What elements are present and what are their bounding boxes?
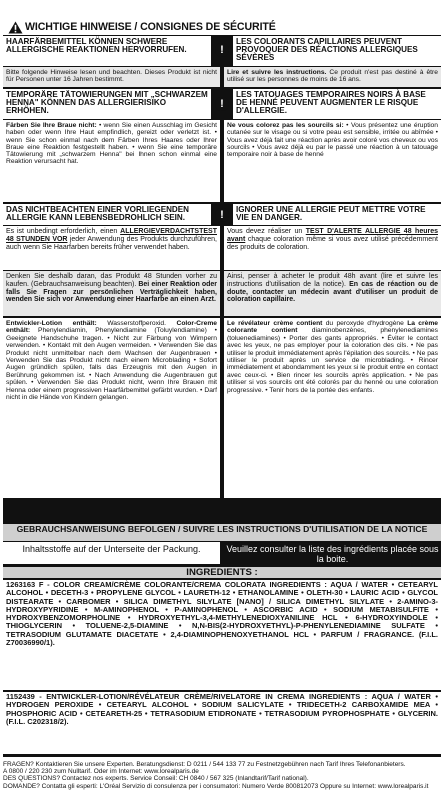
fr-heading-tattoo: LES TATOUAGES TEMPORAIRES NOIRS À BASE DE HENNÉ PEUVENT AUGMENTER LE RISQUE D'ALLERGIE.	[233, 89, 441, 119]
exclamation-icon: !	[215, 208, 229, 222]
footer-line-de: FRAGEN? Kontaktieren Sie unsere Experten. Beratungsdienst: D 0211 / 544 133 77 zu Festnetzgebühren nach Tarif Ihres Telefonanbieters.	[3, 761, 406, 768]
fr-allergy-test-text: Vous devez réaliser un TEST D'ALERTE ALLERGIE 48 heures avant chaque coloration même si vous avez utilisé précédemment des produits de coloration.	[224, 226, 441, 270]
de-ingredient-warnings: Entwickler-Lotion enthält: Wasserstoffperoxid. Color-Creme enthält: Phenylendiamin, Phenylendiamine (Toluylendiamine) • Geeignete Handschuhe tragen. • Nicht zur Färbung von Wimpern verwenden. • Kontakt mit den Augen vermeiden. • Verwenden Sie das Produkt nicht unmittelbar nach dem Wachsen der Augenbrauen • Verwenden Sie das Produkt nicht nach einem Microblading • Sofort Augen gründlich spülen, falls das Erzeugnis mit den Augen in Berührung gekommen ist. • Nach Anwendung die Augenbrauen gut spülen. • Verwenden Sie das Produkt nicht, wenn Ihre Brauen mit Henna oder einem progressiven Haarfärbemittel gefärbt wurden. • Darf nicht in die Hände von Kindern gelangen.	[3, 318, 220, 498]
contact-footer	[3, 761, 441, 790]
warnings-title-bar	[3, 20, 441, 35]
de-heading-ignore-allergy: DAS NICHTBEACHTEN EINER VORLIEGENDEN ALLERGIE KANN LEBENSBEDROHLICH SEIN.	[3, 204, 211, 225]
instructions-title: GEBRAUCHSANWEISUNG BEFOLGEN / SUIVRE LES INSTRUCTIONS D'UTILISATION DE LA NOTICE	[3, 524, 441, 541]
exclamation-icon: !	[215, 43, 229, 57]
de-brow-warnings: Färben Sie Ihre Braue nicht: • wenn Sie einen Ausschlag im Gesicht haben oder wenn Ihre Haut empfindlich, gereizt oder verletzt ist. • wenn Sie schon einmal nach dem Färben Ihres Haares oder Ihrer Braue eine Reaktion festgestellt haben. • wenn Sie eine temporäre Tätowierung mit „schwarzem Henna" bei Ihnen schon einmal eine Reaktion verursacht hat.	[3, 120, 220, 202]
footer-line-it: DOMANDE? Contatta gli esperti: L'Oréal Servizio di consulenza per i consumatori: Numero Verde 800812073 Oppure su Internet: www.lorealparis.it	[3, 782, 429, 790]
footer-line-ch: DES QUESTIONS? Contactez nos experts. Service Conseil: CH 0840 / 567 325 (Inlandtarif/Tarif national).	[3, 775, 309, 783]
fr-intro-text: Lire et suivre les instructions. Ce produit n'est pas destiné à être utilisé sur les personnes de moins de 16 ans.	[224, 67, 441, 87]
developer-lotion-ingredients: 1152439 - ENTWICKLER-LOTION/RÉVÉLATEUR CRÈME/RIVELATORE IN CREMA INGREDIENTS : AQUA / WATER • HYDROGEN PEROXIDE • CETEARYL ALCOHOL • SODIUM SALICYLATE • TRIDECETH-2 CARBOXAMIDE MEA • PHOSPHORIC ACID • CETEARETH-25 • TETRASODIUM ETIDRONATE • TETRASODIUM PYROPHOSPHATE • GLYCERIN. (F.I.L. C202318/2).	[3, 692, 441, 754]
fr-brow-warnings: Ne vous colorez pas les sourcils si: • Vous présentez une éruption cutanée sur le visage ou si votre peau est sensible, irritée ou abîmée • Vous avez déjà fait une réaction après avoir coloré vos cheveux ou vos sourcils • Vous avez déjà eu par le passé une réaction à un tatouage temporaire noir à base de henné	[224, 120, 441, 202]
fr-heading-allergy: LES COLORANTS CAPILLAIRES PEUVENT PROVOQUER DES RÉACTIONS ALLERGIQUES SÉVÈRES	[233, 36, 441, 66]
de-heading-tattoo: TEMPORÄRE TÄTOWIERUNGEN MIT „SCHWARZEM HENNA" KÖNNEN DAS ALLERGIERISIKO ERHÖHEN.	[3, 89, 211, 119]
warnings-title: WICHTIGE HINWEISE / CONSIGNES DE SÉCURITÉ	[25, 21, 276, 33]
footer-line-at: A 0800 / 220 230 zum Nulltarif. Oder im Internet: www.lorealparis.de	[3, 768, 199, 776]
ingredients-title: INGREDIENTS :	[3, 567, 441, 578]
fr-doctor-advice: Ainsi, penser à acheter le produit 48h avant (lire et suivre les instructions d'utilisation de la notice). En cas de réaction ou de doute, contacter un médecin avant d'utiliser un produit de coloration capillaire.	[224, 271, 441, 316]
de-ingredients-location: Inhaltsstoffe auf der Unterseite der Packung.	[3, 542, 220, 564]
de-heading-allergy: HAARFÄRBEMITTEL KÖNNEN SCHWERE ALLERGISCHE REAKTIONEN HERVORRUFEN.	[3, 36, 211, 66]
de-allergy-test-text: Es ist unbedingt erforderlich, einen ALLERGIEVERDACHTSTEST 48 STUNDEN VOR jeder Anwendung des Produkts durchzuführen, auch wenn Sie Haarfarben bereits früher verwendet haben.	[3, 226, 220, 270]
color-cream-ingredients: 1263163 F - COLOR CREAM/CRÈME COLORANTE/CREMA COLORATA INGREDIENTS : AQUA / WATER • CETEARYL ALCOHOL • DECETH-3 • PROPYLENE GLYCOL • LAURETH-12 • ETHANOLAMINE • OLETH-30 • LAURIC ACID • GLYCOL DISTEARATE • CARBOMER • SILICA DIMETHYL SILYLATE [NANO] / SILICA DIMETHYL SILYLATE • 2-AMINO-3-HYDROXYPYRIDINE • M-AMINOPHENOL • P-AMINOPHENOL • ASCORBIC ACID • SODIUM METABISULFITE • HYDROXYBENZOMORPHOLINE • HYDROXYETHYL-3,4-METHYLENEDIOXYANILINE HCL • 6-HYDROXYINDOLE • THIOGLYCERIN • TOLUENE-2,5-DIAMINE • N,N-BIS(2-HYDROXYETHYL)-P-PHENYLENEDIAMINE SULFATE • TETRASODIUM GLUTAMATE DIACETATE • 2,4-DIAMINOPHENOXYETHANOL HCL • PARFUM / FRAGRANCE. (F.I.L. Z70036990/1).	[3, 580, 441, 690]
fr-ingredient-warnings: Le révélateur crème contient du peroxyde d'hydrogène La crème colorante contient diaminobenzènes, phenylenediamines (toluenediamines) • Porter des gants appropriés. • Éviter le contact avec les yeux, ne pas employer pour la coloration des cils. • Ne pas utiliser le produit immédiatement après l'épilation des sourcils. • Ne pas utiliser le produit après un service de microblading. • Rincer immédiatement et abondamment les yeux si le produit entre en contact avec ceux-ci. • Bien rincer les sourcils après application. • Ne pas utiliser si vos sourcils ont été colorés par du henné ou une coloration progressive. • Tenir hors de la portée des enfants.	[224, 318, 441, 498]
fr-heading-ignore-allergy: IGNORER UNE ALLERGIE PEUT METTRE VOTRE VIE EN DANGER.	[233, 204, 441, 225]
warning-triangle-icon	[8, 21, 23, 34]
fr-ingredients-location: Veuillez consulter la liste des ingrédients placée sous la boite.	[224, 542, 441, 564]
de-doctor-advice: Denken Sie deshalb daran, das Produkt 48 Stunden vorher zu kaufen. (Gebrauchsanweisung beachten). Bei einer Reaktion oder falls Sie Fragen zur persönlichen Verträglichkeit haben, wenden Sie sich vor Anwendung einer Haarfarbe an einen Arzt.	[3, 271, 220, 316]
de-intro-text: Bitte folgende Hinweise lesen und beachten. Dieses Produkt ist nicht für Personen unter 16 Jahren bestimmt.	[3, 67, 220, 87]
exclamation-icon: !	[215, 97, 229, 111]
